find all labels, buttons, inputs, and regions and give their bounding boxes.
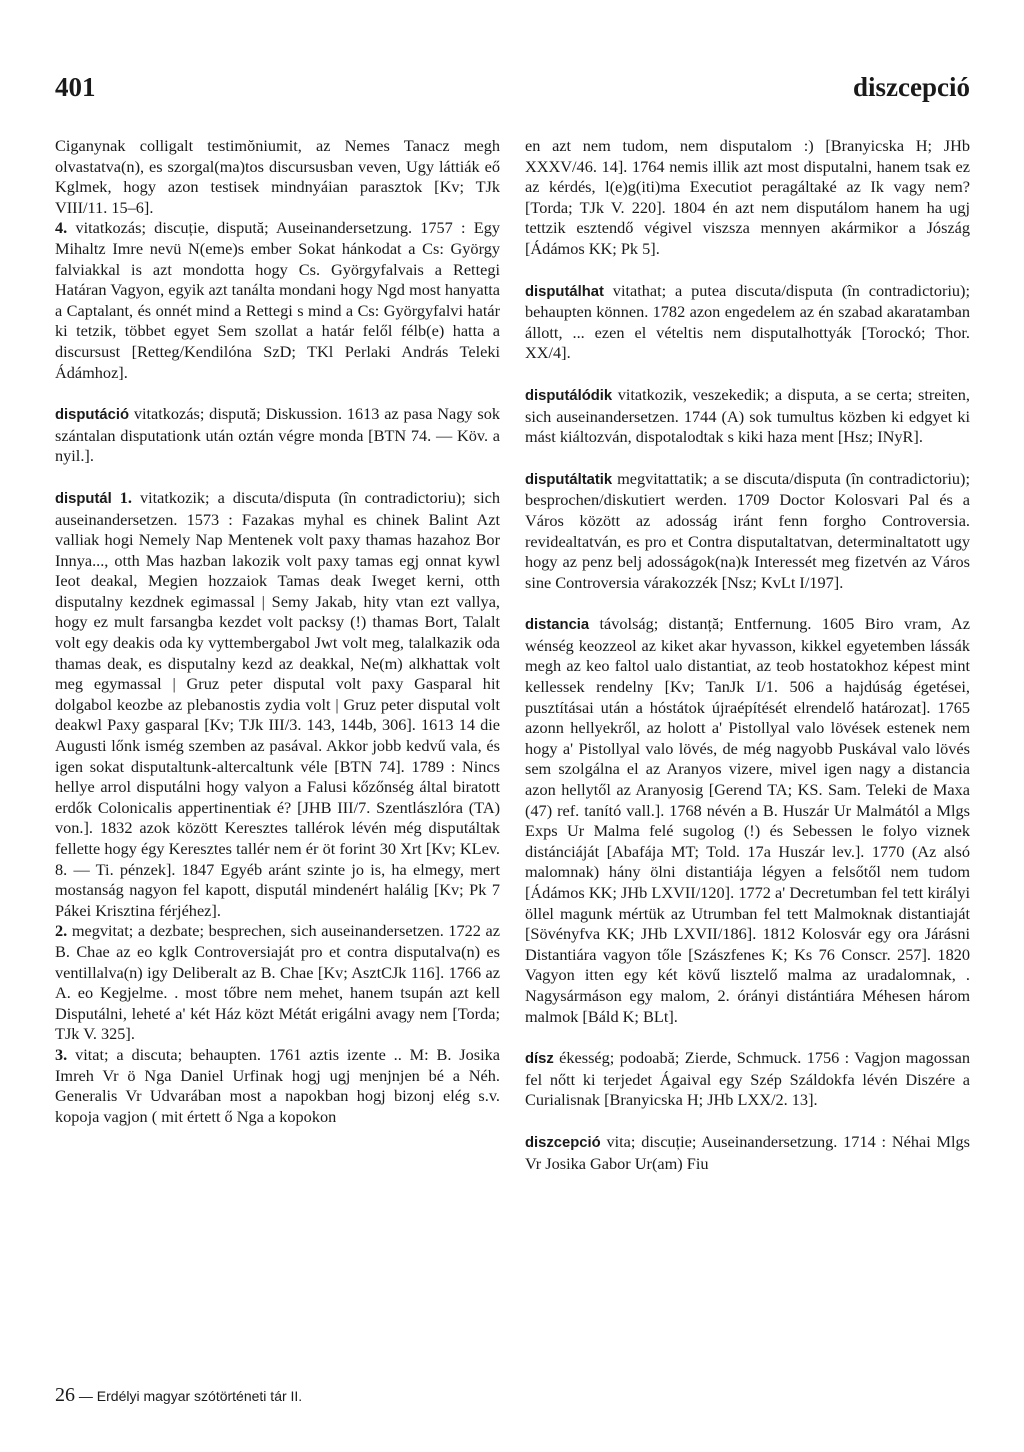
entry-disputaltatik: [525, 469, 970, 594]
sense: [55, 1045, 500, 1127]
sense-text: vitatkozik; a discuta/disputa (în contradictoriu); sich auseinandersetzen. 1573 : Fazakas myhal es chinek Balint Azt valliak hogi Nemely Nap Mentenek volt paxy thamas hazahoz Bor Innya..., otth Mas hazban lakozik volt paxy tamas egj onnat kywl Ieot deakal, Megien hozzaiok Tamas deak Iweget kerni, otth disputalny kezdnek egimassal | Semy Jakab, hity vtan ezt vallya, hogy ez mult farsangba kezdet volt packsy (!) thamas Bort, Talalt volt egy deakis oda ky vyttembergabol Jwt volt meg, talalkazik oda thamas deak, es disputalny kezd az deakkal, Ne(m) alkhattak volt meg egymassal | Gruz peter disputal volt paxy Gasparal hit dolgabol keozbe az plebanostis zydia volt | Gruz peter disputal volt deakwl Paxy gasparal [Kv; TJk III/3. 143, 144b, 306]. 1613 14 die Augusti lőnk ismég szemben az pasával. Akkor jobb kedvű vala, és igen sokat disputaltunk-altercaltunk véle [BTN 74]. 1789 : Nincs hellye arrol disputálni hogy valyon a Falusi kőzőnség által biratott erdők Colonicalis appertinentiak é? [JHB III/7. Szentlászlóra (TA) von.]. 1832 azok között Keresztes tallérok lévén még disputáltak fellette hogy égy Keresztes tallér nem ér öt forint 30 Xrt [Kv; KLev. 8. — Ti. pénzek]. 1847 Egyéb aránt szinte jo is, ha elmegy, mert mostanság nagyon fel kapott, disputál mindenért halálig [Kv; Pk 7 Pákei Krisztina férjéhez].: [55, 487, 500, 920]
sense-number: 2.: [55, 921, 68, 941]
headword: disputáltatik: [525, 471, 613, 488]
entry-text: en azt nem tudom, nem disputalom :) [Branyicska H; JHb XXXV/46. 14]. 1764 nemis illik azt most disputalni, hanem tsak ez az kérdés, l(e)g(iti)ma Executiot peragáltaké az Ik vagy nem? [Torda; TJk V. 220]. 1804 én azt nem disputálom hanem ha ugj tettzik esztendő végivel viszsza mennyen akármikor a Jószág [Ádámos KK; Pk 5].: [525, 136, 970, 258]
headword: disputál: [55, 490, 112, 507]
entry-distancia: [525, 614, 970, 1027]
sense-text: megvitat; a dezbate; besprechen, sich auseinandersetzen. 1722 az B. Chae az eo kglk Controversiaját pro et contra disputalva(n) es ventillalva(n) igy Deliberalt az B. Chae [Kv; AsztCJk 116]. 1766 az A. eo Kegjelme. . most tőbre nem mehet, hanem tsupán azt kell Disputálni, leheté a' két Ház közt Métát erigálni avagy nem [Torda; TJk V. 325].: [55, 921, 501, 1044]
entry-text: ékesség; podoabă; Zierde, Schmuck. 1756 : Vagjon magossan fel nőtt ki terjedet Ágaival egy Szép Száldokfa lévén Diszére a Curialisnak [Branyicska H; JHb LXX/2. 13].: [525, 1048, 970, 1110]
entry-continuation: [525, 136, 970, 260]
sense-number: 1.: [119, 487, 132, 507]
footer-separator: —: [78, 1388, 93, 1404]
entry-diszcepcio: [525, 1132, 970, 1174]
sense-text: vitat; a discuta; behaupten. 1761 aztis izente .. M: B. Josika Imreh Vr ö Nga Daniel Urfinak hogj ugj menjnjen bé a Néh. Generalis Vr Udvarában most a napokban hogj bizonj elég s.v. kopoja vagjon ( mit értett ő Nga a kopokon: [55, 1044, 500, 1126]
running-head: diszcepció: [853, 72, 970, 102]
sense-text: vitatkozás; discuție, dispută; Auseinandersetzung. 1757 : Egy Mihaltz Imre nevü N(eme)s ember Sokat hánkodat a Cs: György falviakkal is azt mondotta hogy Cs. Györgyfalvais a Rettegi Határan Vagyon, egyik azt tanálta mondani hogy Ngd most hanyatta a Captalant, és onnét mind a Rettegi s mind a Cs: Györgyfalvi határ ki tetzik, többet egyet Sem szollat a határ felől félb(e) hatta a discursust [Retteg/Kendilóna SzD; TKl Perlaki András Teleki Ádámhoz].: [55, 218, 500, 382]
entry-text: vitathat; a putea discuta/disputa (în contradictoriu); behaupten können. 1782 azon engedelem az én szabad akaratamban állott, ... ezen el vételtis nem disputalhottyák [Torockó; Thor. XX/4].: [525, 280, 970, 363]
entry-text: vitatkozás; dispută; Diskussion. 1613 az pasa Nagy sok szántalan disputationk után oztán végre monda [BTN 74. — Köv. a nyil.].: [55, 404, 500, 466]
entry-disz: [525, 1048, 970, 1111]
headword: disputáció: [55, 407, 129, 424]
entry-continuation: [55, 136, 500, 383]
entry-disputacio: [55, 404, 500, 467]
headword: dísz: [525, 1051, 554, 1068]
footer-title: Erdélyi magyar szótörténeti tár II.: [96, 1388, 303, 1404]
left-column: [55, 136, 500, 1148]
sense: [55, 218, 500, 383]
headword: distancia: [525, 617, 590, 634]
entry-text: távolság; distanță; Entfernung. 1605 Biro vram, Az wénség keozzeol az kiket akar hyvasson, kikkel egyetemben lássák megh az keo faltol ualo distantiat, az teob hostatokhoz képest mint kellessek rendelny [Kv; TanJk I/1. 506 a hajdúság égetései, pusztításai után a hóstátok újraépítését elrendelő határozat]. 1765 azonn hellyekről, az holott a' Pistollyal valo lövések estenek nem hogy a' Pistollyal valo lövés, de még nagyobb Puskával valo lövés sem szolgálna el az Aranyos vizere, mivel igen nagy a distancia azon hellytől az Aranyosig [Gerend TA; KS. Sam. Teleki de Maxa (47) ref. tanító vall.]. 1768 névén a B. Huszár Ur Malmától a Mlgs Exps Ur Malma felé sugolog (!) és Sebessen le folyo viznek distánciáját [Abafája MT; Told. 17a Huszár lev.]. 1770 (Az alsó malomnak) hány ölni distantiája légyen a felsőtől nem tudom [Ádámos KK; JHb LXVII/120]. 1772 a' Decretumban fel tett királyi öllel magunk mértük az Utrumban fel tett Malmoknak distantiaját [Sövényfva KK; JHb LXVII/186]. 1812 Kolosvár egy ora Járásni Distantiára vagyon tőle [Szászfenes K; Ks 76 Conscr. 257]. 1820 Vagyon itten egy két kövű lisztelő malma az uradalomnak, . Nagysármáson egy malom, 2. órányi distántiára Méhesen három malmok [Báld K; BLt].: [525, 614, 970, 1026]
entry-text: Ciganynak colligalt testimŏniumit, az Nemes Tanacz megh olvastatva(n), es szorgal(ma)tos discursusban veven, Ugy láttiák eő Kglmek, hogy azon testisek mindnyáian parasztok [Kv; TJk VIII/11. 15–6].: [55, 136, 500, 217]
headword: diszcepció: [525, 1134, 601, 1151]
page-number: 401: [55, 72, 96, 102]
page-header: [55, 72, 970, 112]
right-column: [525, 136, 970, 1195]
entry-disputalodik: [525, 385, 970, 448]
page-footer: [55, 1384, 302, 1407]
entry-text: megvitattatik; a se discuta/disputa (în contradictoriu); besprochen/diskutiert werden. 1709 Doctor Kolosvari Pal és a Város között az adosság iránt fenn forgho Controversia. revidealtatván, es pro et Contra disputaltatvan, determinaltatott ugy hogy az penz belj adosságok(na)k Interessét meg fizetvén az Város sine Controversia várakozzék [Nsz; KvLt I/197].: [525, 468, 970, 592]
sense-number: 3.: [55, 1044, 68, 1064]
entry-text: vitatkozik, veszekedik; a disputa, a se certa; streiten, sich auseinandersetzen. 1744 (A) sok tumultus közben ki edgyet ki mást kiáltozván, dispotalodtak s kiki haza ment [Hsz; INyR].: [525, 384, 970, 447]
entry-disputal: [55, 488, 500, 1127]
entry-text: vita; discuție; Auseinandersetzung. 1714 : Néhai Mlgs Vr Josika Gabor Ur(am) Fiu: [525, 1131, 970, 1173]
footer-page-number: 26: [55, 1384, 75, 1406]
entry-disputalhat: [525, 281, 970, 364]
sense-number: 4.: [55, 218, 68, 238]
headword: disputálódik: [525, 387, 613, 404]
sense: [55, 921, 500, 1045]
headword: disputálhat: [525, 283, 604, 300]
